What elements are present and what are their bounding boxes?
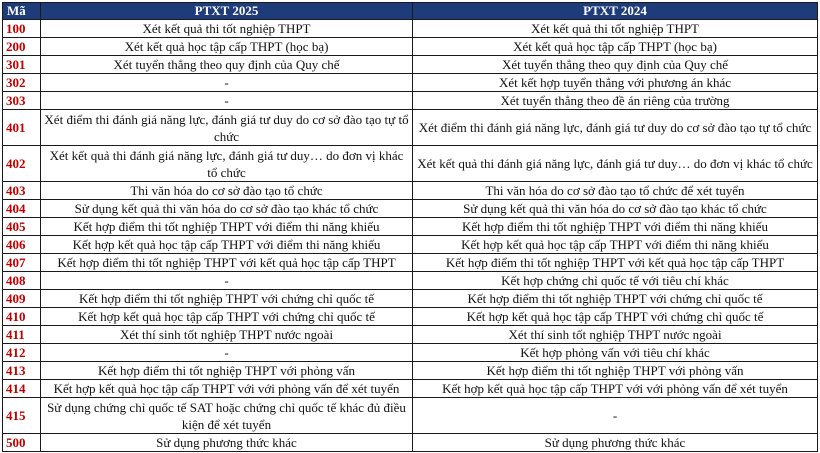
row-method-2024: Xét kết quả thi đánh giá năng lực, đánh giá tư duy… do đơn vị khác tổ chức: [413, 146, 818, 182]
row-code: 411: [3, 326, 41, 344]
row-method-2025: -: [41, 92, 413, 110]
row-method-2025: Kết hợp điểm thi tốt nghiệp THPT với phỏng vấn: [41, 362, 413, 380]
row-method-2024: Xét kết hợp tuyển thẳng với phương án khác: [413, 74, 818, 92]
row-method-2025: Kết hợp điểm thi tốt nghiệp THPT với chứng chỉ quốc tế: [41, 290, 413, 308]
row-method-2025: Kết hợp điểm thi tốt nghiệp THPT với kết quả học tập cấp THPT: [41, 254, 413, 272]
row-method-2024: Kết hợp kết quả học tập cấp THPT với điểm thi năng khiếu: [413, 236, 818, 254]
row-code: 408: [3, 272, 41, 290]
table-row: [3, 272, 818, 290]
row-method-2024: Xét điểm thi đánh giá năng lực, đánh giá tư duy do cơ sở đào tạo tự tổ chức: [413, 110, 818, 146]
table-row: [3, 182, 818, 200]
row-method-2025: Sử dụng phương thức khác: [41, 434, 413, 452]
row-method-2025: Sử dụng kết quả thi văn hóa do cơ sở đào tạo khác tổ chức: [41, 200, 413, 218]
row-code: 413: [3, 362, 41, 380]
table-row: [3, 74, 818, 92]
row-method-2024: Xét tuyển thẳng theo quy định của Quy chế: [413, 56, 818, 74]
row-method-2024: Thi văn hóa do cơ sở đào tạo tổ chức để xét tuyển: [413, 182, 818, 200]
row-method-2024: Kết hợp phỏng vấn với tiêu chí khác: [413, 344, 818, 362]
row-code: 402: [3, 146, 41, 182]
table-row: [3, 218, 818, 236]
row-method-2025: Xét tuyển thẳng theo quy định của Quy chế: [41, 56, 413, 74]
row-code: 302: [3, 74, 41, 92]
row-method-2024: Kết hợp điểm thi tốt nghiệp THPT với chứng chỉ quốc tế: [413, 290, 818, 308]
row-method-2025: -: [41, 74, 413, 92]
table-row: [3, 344, 818, 362]
row-method-2024: Kết hợp điểm thi tốt nghiệp THPT với kết quả học tập cấp THPT: [413, 254, 818, 272]
row-code: 303: [3, 92, 41, 110]
row-method-2025: Xét kết quả thi tốt nghiệp THPT: [41, 20, 413, 38]
row-method-2024: -: [413, 398, 818, 434]
table-row: [3, 110, 818, 146]
table-row: [3, 362, 818, 380]
row-method-2025: -: [41, 344, 413, 362]
row-code: 406: [3, 236, 41, 254]
row-method-2025: Kết hợp kết quả học tập cấp THPT với điểm thi năng khiếu: [41, 236, 413, 254]
row-method-2025: Xét kết quả học tập cấp THPT (học bạ): [41, 38, 413, 56]
row-method-2024: Xét kết quả học tập cấp THPT (học bạ): [413, 38, 818, 56]
table-row: [3, 290, 818, 308]
row-code: 401: [3, 110, 41, 146]
row-method-2024: Sử dụng kết quả thi văn hóa do cơ sở đào tạo khác tổ chức: [413, 200, 818, 218]
row-method-2025: Sử dụng chứng chỉ quốc tế SAT hoặc chứng chỉ quốc tế khác đủ điều kiện để xét tuyển: [41, 398, 413, 434]
row-code: 301: [3, 56, 41, 74]
row-method-2025: Xét kết quả thi đánh giá năng lực, đánh giá tư duy… do đơn vị khác tổ chức: [41, 146, 413, 182]
table-row: [3, 146, 818, 182]
table-row: [3, 38, 818, 56]
table-row: [3, 308, 818, 326]
row-method-2024: Xét tuyển thẳng theo đề án riêng của trường: [413, 92, 818, 110]
row-code: 415: [3, 398, 41, 434]
table-row: [3, 20, 818, 38]
row-code: 100: [3, 20, 41, 38]
table-row: [3, 236, 818, 254]
table-row: [3, 398, 818, 434]
table-row: [3, 200, 818, 218]
table-row: [3, 56, 818, 74]
row-code: 412: [3, 344, 41, 362]
row-method-2024: Xét thí sinh tốt nghiệp THPT nước ngoài: [413, 326, 818, 344]
header-2025: PTXT 2025: [41, 3, 413, 20]
row-method-2024: Kết hợp chứng chỉ quốc tế với tiêu chí khác: [413, 272, 818, 290]
row-method-2025: Kết hợp điểm thi tốt nghiệp THPT với điểm thi năng khiếu: [41, 218, 413, 236]
row-method-2025: -: [41, 272, 413, 290]
table-row: [3, 326, 818, 344]
row-method-2025: Xét thí sinh tốt nghiệp THPT nước ngoài: [41, 326, 413, 344]
table-row: [3, 92, 818, 110]
row-method-2024: Sử dụng phương thức khác: [413, 434, 818, 452]
row-code: 405: [3, 218, 41, 236]
row-method-2024: Kết hợp kết quả học tập cấp THPT với với phỏng vấn để xét tuyển: [413, 380, 818, 398]
admission-methods-table: [2, 2, 818, 452]
row-method-2024: Kết hợp điểm thi tốt nghiệp THPT với điểm thi năng khiếu: [413, 218, 818, 236]
row-code: 410: [3, 308, 41, 326]
row-method-2024: Kết hợp kết quả học tập cấp THPT với chứng chỉ quốc tế: [413, 308, 818, 326]
row-method-2025: Thi văn hóa do cơ sở đào tạo tổ chức: [41, 182, 413, 200]
row-code: 200: [3, 38, 41, 56]
row-method-2025: Kết hợp kết quả học tập cấp THPT với chứng chỉ quốc tế: [41, 308, 413, 326]
row-code: 407: [3, 254, 41, 272]
table-row: [3, 380, 818, 398]
row-method-2024: Kết hợp điểm thi tốt nghiệp THPT với phỏng vấn: [413, 362, 818, 380]
row-code: 414: [3, 380, 41, 398]
table-header-row: [3, 3, 818, 20]
row-code: 403: [3, 182, 41, 200]
row-code: 404: [3, 200, 41, 218]
header-code: Mã: [3, 3, 41, 20]
header-2024: PTXT 2024: [413, 3, 818, 20]
row-method-2025: Kết hợp kết quả học tập cấp THPT với với phỏng vấn để xét tuyển: [41, 380, 413, 398]
row-code: 409: [3, 290, 41, 308]
table-row: [3, 434, 818, 452]
row-method-2024: Xét kết quả thi tốt nghiệp THPT: [413, 20, 818, 38]
table-row: [3, 254, 818, 272]
row-method-2025: Xét điểm thi đánh giá năng lực, đánh giá tư duy do cơ sở đào tạo tự tổ chức: [41, 110, 413, 146]
row-code: 500: [3, 434, 41, 452]
